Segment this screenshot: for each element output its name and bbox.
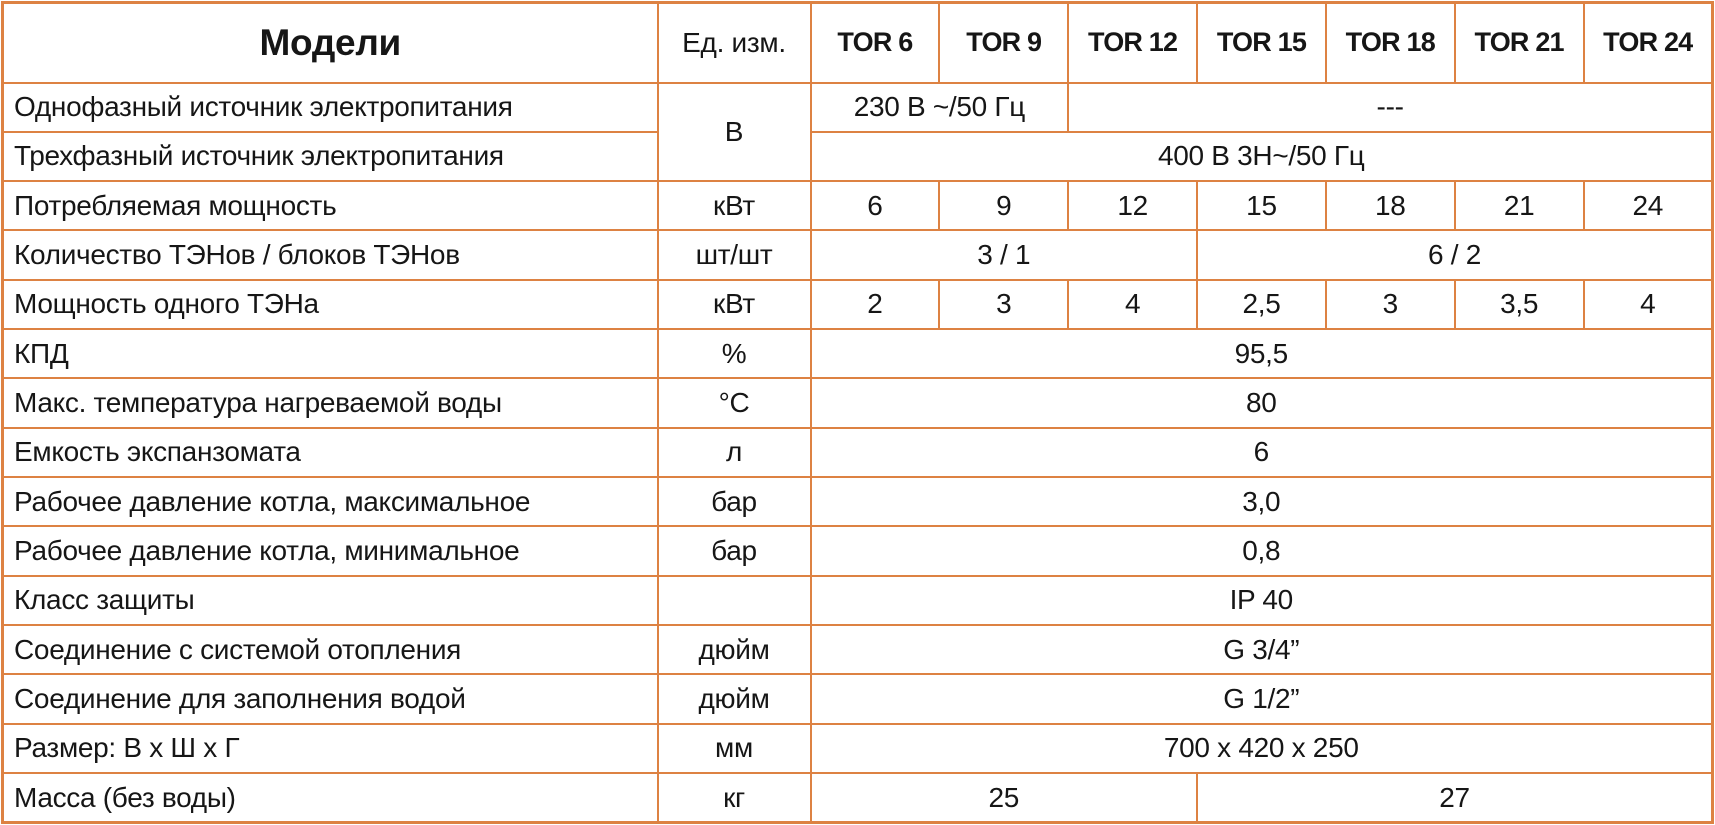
table-row (3, 477, 1713, 526)
unit-cell: бар (658, 477, 811, 526)
value-cell: 15 (1197, 181, 1326, 230)
row-label: Соединение для заполнения водой (3, 674, 658, 723)
table-row (3, 674, 1713, 723)
value-cell: 3 (1326, 280, 1455, 329)
value-cell: 6 (811, 181, 940, 230)
row-label: Количество ТЭНов / блоков ТЭНов (3, 230, 658, 279)
unit-cell: % (658, 329, 811, 378)
model-column-header: TOR 21 (1455, 3, 1584, 83)
model-column-header: TOR 9 (939, 3, 1068, 83)
value-cell: 3 / 1 (811, 230, 1198, 279)
unit-cell: кВт (658, 181, 811, 230)
value-cell: 6 / 2 (1197, 230, 1712, 279)
table-body (3, 83, 1713, 823)
unit-cell: °С (658, 378, 811, 427)
unit-cell: л (658, 428, 811, 477)
table-row (3, 378, 1713, 427)
unit-cell: кВт (658, 280, 811, 329)
value-cell: 25 (811, 773, 1198, 822)
row-label: Однофазный источник электропитания (3, 83, 658, 132)
value-cell: --- (1068, 83, 1712, 132)
model-column-header: TOR 24 (1584, 3, 1713, 83)
unit-cell: дюйм (658, 625, 811, 674)
table-row (3, 576, 1713, 625)
row-label: Класс защиты (3, 576, 658, 625)
value-cell: IP 40 (811, 576, 1713, 625)
value-cell: 4 (1584, 280, 1713, 329)
unit-cell: шт/шт (658, 230, 811, 279)
table-row (3, 280, 1713, 329)
value-cell: 80 (811, 378, 1713, 427)
value-cell: 6 (811, 428, 1713, 477)
unit-cell (658, 576, 811, 625)
value-cell: 3,0 (811, 477, 1713, 526)
unit-column-header: Ед. изм. (658, 3, 811, 83)
value-cell: 2 (811, 280, 940, 329)
table-row (3, 230, 1713, 279)
value-cell: G 1/2” (811, 674, 1713, 723)
unit-cell: дюйм (658, 674, 811, 723)
row-label: Мощность одного ТЭНа (3, 280, 658, 329)
unit-cell: мм (658, 724, 811, 773)
row-label: Трехфазный источник электропитания (3, 132, 658, 181)
row-label: Емкость экспанзомата (3, 428, 658, 477)
value-cell: 21 (1455, 181, 1584, 230)
value-cell: G 3/4” (811, 625, 1713, 674)
row-label: КПД (3, 329, 658, 378)
value-cell: 9 (939, 181, 1068, 230)
model-column-header: TOR 12 (1068, 3, 1197, 83)
value-cell: 12 (1068, 181, 1197, 230)
value-cell: 4 (1068, 280, 1197, 329)
unit-cell: кг (658, 773, 811, 822)
value-cell: 18 (1326, 181, 1455, 230)
unit-cell: В (658, 83, 811, 182)
row-label: Размер: В х Ш х Г (3, 724, 658, 773)
table-row (3, 132, 1713, 181)
models-header: Модели (3, 3, 658, 83)
value-cell: 3,5 (1455, 280, 1584, 329)
table-row (3, 724, 1713, 773)
boiler-specs-table (1, 1, 1714, 824)
row-label: Макс. температура нагреваемой воды (3, 378, 658, 427)
value-cell: 27 (1197, 773, 1712, 822)
value-cell: 95,5 (811, 329, 1713, 378)
row-label: Потребляемая мощность (3, 181, 658, 230)
table-row (3, 625, 1713, 674)
table-row (3, 83, 1713, 132)
value-cell: 230 В ~/50 Гц (811, 83, 1069, 132)
value-cell: 700 х 420 х 250 (811, 724, 1713, 773)
model-column-header: TOR 15 (1197, 3, 1326, 83)
value-cell: 400 В 3Н~/50 Гц (811, 132, 1713, 181)
table-row (3, 526, 1713, 575)
value-cell: 2,5 (1197, 280, 1326, 329)
value-cell: 0,8 (811, 526, 1713, 575)
row-label: Соединение с системой отопления (3, 625, 658, 674)
table-row (3, 181, 1713, 230)
table-row (3, 773, 1713, 822)
value-cell: 24 (1584, 181, 1713, 230)
row-label: Рабочее давление котла, максимальное (3, 477, 658, 526)
table-row (3, 329, 1713, 378)
row-label: Масса (без воды) (3, 773, 658, 822)
model-column-header: TOR 18 (1326, 3, 1455, 83)
row-label: Рабочее давление котла, минимальное (3, 526, 658, 575)
value-cell: 3 (939, 280, 1068, 329)
table-header-row (3, 3, 1713, 83)
model-column-header: TOR 6 (811, 3, 940, 83)
table-row (3, 428, 1713, 477)
unit-cell: бар (658, 526, 811, 575)
